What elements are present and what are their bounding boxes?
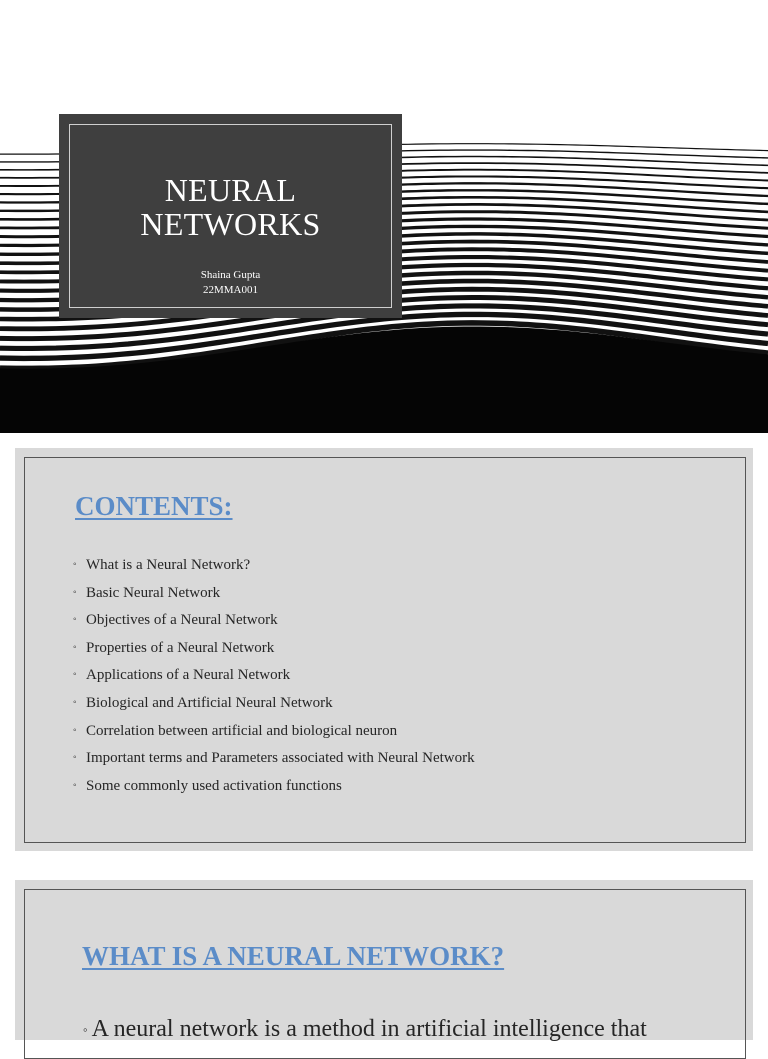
contents-frame [24, 457, 746, 843]
title-slide [0, 0, 768, 433]
author-name: Shaina Gupta [200, 269, 261, 281]
roll-number: 22MMA001 [202, 284, 258, 296]
contents-item [73, 694, 475, 722]
hollow-circle-bullet-icon: ◦ [83, 1022, 88, 1038]
hollow-circle-bullet-icon: ◦ [73, 641, 77, 653]
definition-slide [15, 880, 753, 1040]
hollow-circle-bullet-icon: ◦ [73, 779, 77, 791]
presentation-subtitle [70, 268, 391, 298]
contents-item-label: Correlation between artificial and biological neuron [86, 722, 398, 739]
contents-item [73, 584, 475, 612]
contents-item [73, 611, 475, 639]
contents-item [73, 722, 475, 750]
contents-item-label: Biological and Artificial Neural Network [86, 694, 333, 711]
definition-text: A neural network is a method in artificial intelligence that [91, 1016, 647, 1042]
title-line-1: NEURAL [164, 172, 297, 208]
hollow-circle-bullet-icon: ◦ [73, 559, 77, 570]
contents-item [73, 639, 475, 667]
definition-heading: WHAT IS A NEURAL NETWORK? [82, 941, 505, 971]
contents-item-label: Properties of a Neural Network [86, 639, 275, 656]
hollow-circle-bullet-icon: ◦ [73, 696, 77, 708]
contents-heading: CONTENTS: [75, 491, 233, 521]
contents-item [73, 777, 475, 805]
definition-paragraph [83, 1016, 647, 1043]
hollow-circle-bullet-icon: ◦ [73, 586, 77, 598]
contents-item-label: Some commonly used activation functions [86, 777, 342, 794]
contents-item [73, 556, 475, 584]
contents-item [73, 666, 475, 694]
contents-item [73, 749, 475, 777]
contents-list [73, 556, 475, 804]
hollow-circle-bullet-icon: ◦ [73, 614, 77, 626]
contents-item-label: What is a Neural Network? [86, 557, 251, 573]
title-box-border [69, 124, 392, 308]
contents-slide [15, 448, 753, 851]
title-line-2: NETWORKS [140, 206, 321, 242]
hollow-circle-bullet-icon: ◦ [73, 724, 77, 736]
definition-frame [24, 889, 746, 1059]
contents-item-label: Objectives of a Neural Network [86, 612, 278, 629]
contents-item-label: Applications of a Neural Network [86, 667, 291, 684]
hollow-circle-bullet-icon: ◦ [73, 752, 77, 764]
title-box [59, 114, 402, 318]
presentation-title [70, 173, 391, 241]
contents-item-label: Basic Neural Network [86, 584, 221, 601]
contents-item-label: Important terms and Parameters associated with Neural Network [86, 750, 475, 767]
hollow-circle-bullet-icon: ◦ [73, 669, 77, 681]
